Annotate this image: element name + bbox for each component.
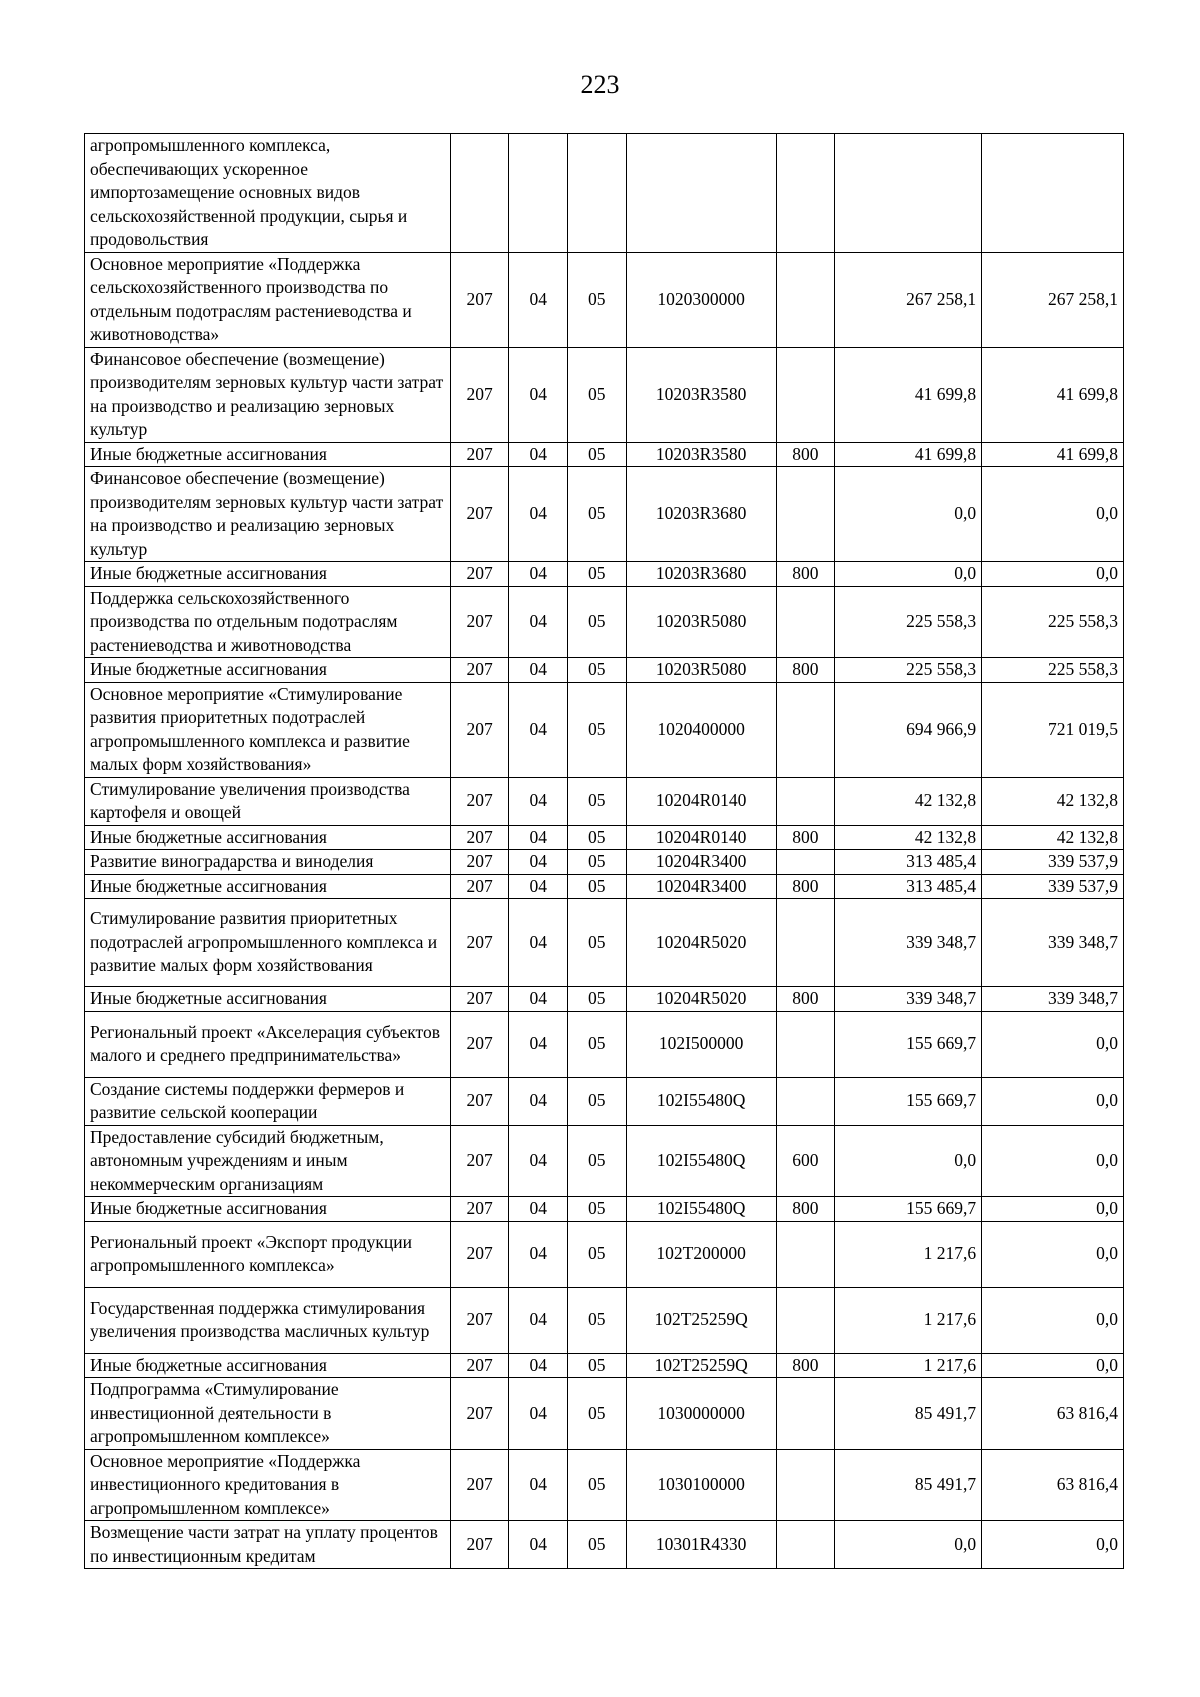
table-row	[85, 1011, 1124, 1077]
amount-year-2: 225 558,3	[982, 658, 1124, 683]
ministry-code: 207	[450, 1011, 509, 1077]
subsection-code: 05	[568, 987, 627, 1012]
expense-type-code: 800	[776, 1353, 835, 1378]
ministry-code: 207	[450, 850, 509, 875]
target-article-code: 102I55480Q	[626, 1197, 776, 1222]
ministry-code: 207	[450, 1077, 509, 1125]
amount-year-1: 1 217,6	[835, 1287, 982, 1353]
ministry-code: 207	[450, 1197, 509, 1222]
expense-type-code	[776, 1221, 835, 1287]
expense-type-code	[776, 1011, 835, 1077]
amount-year-1: 42 132,8	[835, 825, 982, 850]
section-code: 04	[509, 252, 568, 347]
amount-year-1: 267 258,1	[835, 252, 982, 347]
section-code: 04	[509, 658, 568, 683]
target-article-code: 102T200000	[626, 1221, 776, 1287]
table-row	[85, 1449, 1124, 1521]
row-description: Развитие виноградарства и виноделия	[85, 850, 451, 875]
ministry-code: 207	[450, 1287, 509, 1353]
table-row	[85, 850, 1124, 875]
table-row	[85, 562, 1124, 587]
amount-year-1: 1 217,6	[835, 1221, 982, 1287]
ministry-code: 207	[450, 1125, 509, 1197]
amount-year-2: 0,0	[982, 1521, 1124, 1569]
ministry-code: 207	[450, 987, 509, 1012]
amount-year-1: 1 217,6	[835, 1353, 982, 1378]
ministry-code: 207	[450, 1353, 509, 1378]
amount-year-2: 721 019,5	[982, 682, 1124, 777]
target-article-code: 10204R3400	[626, 850, 776, 875]
amount-year-2: 41 699,8	[982, 442, 1124, 467]
table-row	[85, 874, 1124, 899]
amount-year-2: 63 816,4	[982, 1449, 1124, 1521]
table-row	[85, 1521, 1124, 1569]
row-description: Иные бюджетные ассигнования	[85, 987, 451, 1012]
ministry-code: 207	[450, 682, 509, 777]
section-code: 04	[509, 987, 568, 1012]
ministry-code	[450, 134, 509, 253]
subsection-code: 05	[568, 682, 627, 777]
amount-year-1: 313 485,4	[835, 850, 982, 875]
expense-type-code: 800	[776, 442, 835, 467]
subsection-code: 05	[568, 899, 627, 987]
target-article-code: 102I55480Q	[626, 1077, 776, 1125]
table-row	[85, 586, 1124, 658]
row-description: Иные бюджетные ассигнования	[85, 562, 451, 587]
ministry-code: 207	[450, 777, 509, 825]
section-code	[509, 134, 568, 253]
row-description: Иные бюджетные ассигнования	[85, 442, 451, 467]
row-description: Стимулирование увеличения производства картофеля и овощей	[85, 777, 451, 825]
table-row	[85, 899, 1124, 987]
row-description: Иные бюджетные ассигнования	[85, 1197, 451, 1222]
target-article-code: 10204R3400	[626, 874, 776, 899]
amount-year-2: 0,0	[982, 1077, 1124, 1125]
section-code: 04	[509, 874, 568, 899]
section-code: 04	[509, 562, 568, 587]
subsection-code: 05	[568, 1125, 627, 1197]
target-article-code: 10203R3680	[626, 562, 776, 587]
ministry-code: 207	[450, 899, 509, 987]
row-description: Создание системы поддержки фермеров и развитие сельской кооперации	[85, 1077, 451, 1125]
subsection-code: 05	[568, 586, 627, 658]
amount-year-1: 225 558,3	[835, 658, 982, 683]
amount-year-1: 0,0	[835, 562, 982, 587]
amount-year-1: 85 491,7	[835, 1378, 982, 1450]
section-code: 04	[509, 1353, 568, 1378]
ministry-code: 207	[450, 874, 509, 899]
table-row	[85, 682, 1124, 777]
target-article-code: 10203R3680	[626, 467, 776, 562]
expense-type-code	[776, 134, 835, 253]
table-row	[85, 1197, 1124, 1222]
section-code: 04	[509, 586, 568, 658]
subsection-code: 05	[568, 252, 627, 347]
expense-type-code	[776, 777, 835, 825]
section-code: 04	[509, 850, 568, 875]
page-number: 223	[580, 70, 620, 99]
expense-type-code: 600	[776, 1125, 835, 1197]
row-description: Поддержка сельскохозяйственного производства по отдельным подотраслям растениеводства и животноводства	[85, 586, 451, 658]
amount-year-2: 339 537,9	[982, 850, 1124, 875]
ministry-code: 207	[450, 658, 509, 683]
amount-year-1: 313 485,4	[835, 874, 982, 899]
table-row	[85, 134, 1124, 253]
expense-type-code	[776, 1378, 835, 1450]
target-article-code: 10203R3580	[626, 347, 776, 442]
amount-year-2: 42 132,8	[982, 825, 1124, 850]
subsection-code: 05	[568, 1197, 627, 1222]
table-row	[85, 442, 1124, 467]
section-code: 04	[509, 1221, 568, 1287]
expense-type-code	[776, 586, 835, 658]
amount-year-2: 0,0	[982, 1011, 1124, 1077]
amount-year-1: 155 669,7	[835, 1197, 982, 1222]
table-row	[85, 1077, 1124, 1125]
target-article-code: 1030100000	[626, 1449, 776, 1521]
section-code: 04	[509, 1011, 568, 1077]
subsection-code: 05	[568, 347, 627, 442]
amount-year-2	[982, 134, 1124, 253]
amount-year-2: 339 348,7	[982, 899, 1124, 987]
subsection-code: 05	[568, 874, 627, 899]
subsection-code: 05	[568, 1353, 627, 1378]
amount-year-1: 694 966,9	[835, 682, 982, 777]
amount-year-2: 42 132,8	[982, 777, 1124, 825]
section-code: 04	[509, 1197, 568, 1222]
section-code: 04	[509, 1521, 568, 1569]
subsection-code: 05	[568, 1521, 627, 1569]
table-row	[85, 1125, 1124, 1197]
amount-year-1: 155 669,7	[835, 1077, 982, 1125]
subsection-code: 05	[568, 777, 627, 825]
amount-year-1: 0,0	[835, 467, 982, 562]
expense-type-code	[776, 467, 835, 562]
subsection-code: 05	[568, 442, 627, 467]
row-description: Финансовое обеспечение (возмещение) производителям зерновых культур части затрат на производство и реализацию зерновых культур	[85, 467, 451, 562]
expense-type-code	[776, 1449, 835, 1521]
row-description: Основное мероприятие «Поддержка сельскохозяйственного производства по отдельным подотраслям растениеводства и животноводства»	[85, 252, 451, 347]
subsection-code: 05	[568, 850, 627, 875]
subsection-code: 05	[568, 1378, 627, 1450]
subsection-code: 05	[568, 467, 627, 562]
section-code: 04	[509, 347, 568, 442]
target-article-code: 10203R3580	[626, 442, 776, 467]
amount-year-2: 267 258,1	[982, 252, 1124, 347]
section-code: 04	[509, 1378, 568, 1450]
target-article-code: 10301R4330	[626, 1521, 776, 1569]
amount-year-1: 225 558,3	[835, 586, 982, 658]
ministry-code: 207	[450, 467, 509, 562]
budget-table	[84, 133, 1124, 1569]
target-article-code: 102I55480Q	[626, 1125, 776, 1197]
amount-year-1: 339 348,7	[835, 899, 982, 987]
subsection-code: 05	[568, 1287, 627, 1353]
row-description: Государственная поддержка стимулирования увеличения производства масличных культур	[85, 1287, 451, 1353]
expense-type-code: 800	[776, 825, 835, 850]
amount-year-2: 0,0	[982, 1353, 1124, 1378]
row-description: агропромышленного комплекса, обеспечивающих ускоренное импортозамещение основных видов сельскохозяйственной продукции, сырья и продовольствия	[85, 134, 451, 253]
amount-year-2: 0,0	[982, 467, 1124, 562]
row-description: Предоставление субсидий бюджетным, автономным учреждениям и иным некоммерческим организациям	[85, 1125, 451, 1197]
row-description: Возмещение части затрат на уплату процентов по инвестиционным кредитам	[85, 1521, 451, 1569]
target-article-code: 10203R5080	[626, 586, 776, 658]
expense-type-code: 800	[776, 658, 835, 683]
row-description: Региональный проект «Экспорт продукции агропромышленного комплекса»	[85, 1221, 451, 1287]
subsection-code: 05	[568, 658, 627, 683]
expense-type-code	[776, 1077, 835, 1125]
row-description: Региональный проект «Акселерация субъектов малого и среднего предпринимательства»	[85, 1011, 451, 1077]
amount-year-2: 41 699,8	[982, 347, 1124, 442]
table-row	[85, 987, 1124, 1012]
target-article-code: 10204R5020	[626, 899, 776, 987]
subsection-code: 05	[568, 825, 627, 850]
section-code: 04	[509, 682, 568, 777]
expense-type-code: 800	[776, 1197, 835, 1222]
table-row	[85, 467, 1124, 562]
ministry-code: 207	[450, 1521, 509, 1569]
row-description: Иные бюджетные ассигнования	[85, 874, 451, 899]
table-row	[85, 252, 1124, 347]
row-description: Финансовое обеспечение (возмещение) производителям зерновых культур части затрат на производство и реализацию зерновых культур	[85, 347, 451, 442]
target-article-code: 1020400000	[626, 682, 776, 777]
table-row	[85, 825, 1124, 850]
row-description: Стимулирование развития приоритетных подотраслей агропромышленного комплекса и развитие малых форм хозяйствования	[85, 899, 451, 987]
subsection-code	[568, 134, 627, 253]
expense-type-code: 800	[776, 562, 835, 587]
section-code: 04	[509, 467, 568, 562]
expense-type-code	[776, 899, 835, 987]
expense-type-code	[776, 347, 835, 442]
amount-year-2: 225 558,3	[982, 586, 1124, 658]
table-row	[85, 1353, 1124, 1378]
expense-type-code: 800	[776, 874, 835, 899]
amount-year-1: 155 669,7	[835, 1011, 982, 1077]
target-article-code: 10204R0140	[626, 825, 776, 850]
subsection-code: 05	[568, 562, 627, 587]
section-code: 04	[509, 1125, 568, 1197]
row-description: Иные бюджетные ассигнования	[85, 658, 451, 683]
section-code: 04	[509, 1449, 568, 1521]
amount-year-2: 0,0	[982, 562, 1124, 587]
target-article-code: 1020300000	[626, 252, 776, 347]
amount-year-2: 0,0	[982, 1221, 1124, 1287]
section-code: 04	[509, 442, 568, 467]
target-article-code: 1030000000	[626, 1378, 776, 1450]
target-article-code: 10204R5020	[626, 987, 776, 1012]
ministry-code: 207	[450, 1449, 509, 1521]
table-row	[85, 777, 1124, 825]
row-description: Подпрограмма «Стимулирование инвестиционной деятельности в агропромышленном комплексе»	[85, 1378, 451, 1450]
ministry-code: 207	[450, 586, 509, 658]
table-row	[85, 658, 1124, 683]
ministry-code: 207	[450, 1221, 509, 1287]
row-description: Иные бюджетные ассигнования	[85, 825, 451, 850]
ministry-code: 207	[450, 1378, 509, 1450]
section-code: 04	[509, 899, 568, 987]
subsection-code: 05	[568, 1011, 627, 1077]
table-row	[85, 1221, 1124, 1287]
section-code: 04	[509, 825, 568, 850]
expense-type-code	[776, 850, 835, 875]
section-code: 04	[509, 777, 568, 825]
target-article-code: 102T25259Q	[626, 1287, 776, 1353]
row-description: Иные бюджетные ассигнования	[85, 1353, 451, 1378]
row-description: Основное мероприятие «Стимулирование развития приоритетных подотраслей агропромышленного комплекса и развитие малых форм хозяйствования»	[85, 682, 451, 777]
amount-year-2: 63 816,4	[982, 1378, 1124, 1450]
section-code: 04	[509, 1077, 568, 1125]
target-article-code: 102T25259Q	[626, 1353, 776, 1378]
table-row	[85, 1378, 1124, 1450]
ministry-code: 207	[450, 347, 509, 442]
amount-year-1: 85 491,7	[835, 1449, 982, 1521]
ministry-code: 207	[450, 562, 509, 587]
amount-year-2: 0,0	[982, 1197, 1124, 1222]
target-article-code: 102I500000	[626, 1011, 776, 1077]
target-article-code: 10204R0140	[626, 777, 776, 825]
table-row	[85, 347, 1124, 442]
subsection-code: 05	[568, 1221, 627, 1287]
amount-year-1: 42 132,8	[835, 777, 982, 825]
target-article-code	[626, 134, 776, 253]
amount-year-2: 339 537,9	[982, 874, 1124, 899]
expense-type-code	[776, 682, 835, 777]
amount-year-2: 339 348,7	[982, 987, 1124, 1012]
amount-year-1: 41 699,8	[835, 442, 982, 467]
amount-year-2: 0,0	[982, 1287, 1124, 1353]
ministry-code: 207	[450, 825, 509, 850]
amount-year-1: 0,0	[835, 1521, 982, 1569]
expense-type-code	[776, 252, 835, 347]
amount-year-1: 41 699,8	[835, 347, 982, 442]
section-code: 04	[509, 1287, 568, 1353]
subsection-code: 05	[568, 1449, 627, 1521]
ministry-code: 207	[450, 442, 509, 467]
amount-year-1: 0,0	[835, 1125, 982, 1197]
expense-type-code: 800	[776, 987, 835, 1012]
table-row	[85, 1287, 1124, 1353]
expense-type-code	[776, 1287, 835, 1353]
amount-year-1: 339 348,7	[835, 987, 982, 1012]
target-article-code: 10203R5080	[626, 658, 776, 683]
amount-year-2: 0,0	[982, 1125, 1124, 1197]
amount-year-1	[835, 134, 982, 253]
row-description: Основное мероприятие «Поддержка инвестиционного кредитования в агропромышленном комплексе»	[85, 1449, 451, 1521]
expense-type-code	[776, 1521, 835, 1569]
ministry-code: 207	[450, 252, 509, 347]
subsection-code: 05	[568, 1077, 627, 1125]
